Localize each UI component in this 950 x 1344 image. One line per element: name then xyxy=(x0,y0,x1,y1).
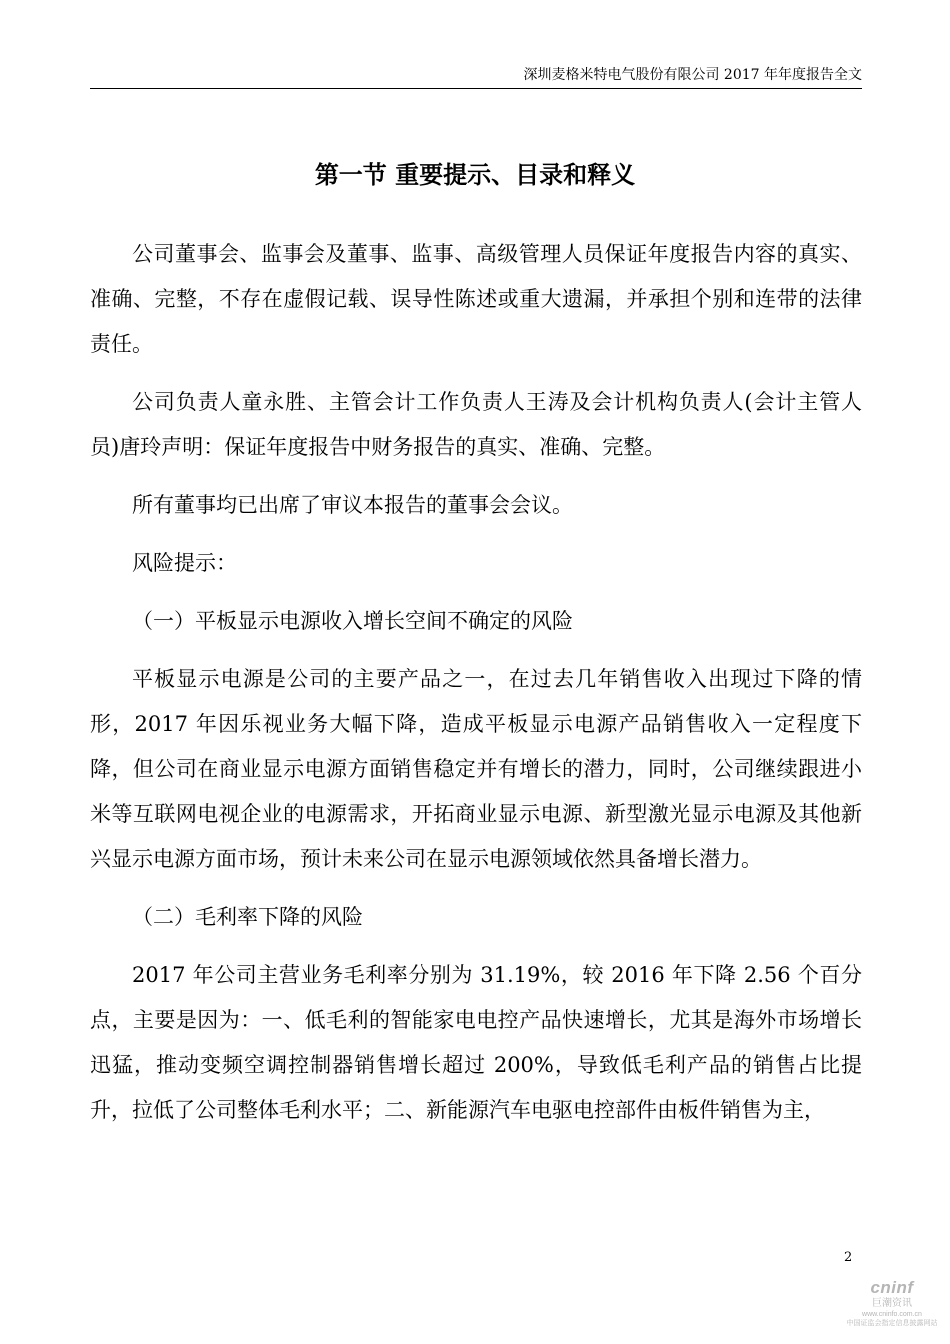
cninfo-url: www.cninfo.com.cn xyxy=(862,1311,922,1318)
cninfo-watermark xyxy=(842,1278,942,1328)
body-text xyxy=(90,232,862,1146)
cninfo-org: 中国证监会指定信息披露网站 xyxy=(846,1320,938,1327)
cninfo-logo: cninf xyxy=(870,1278,914,1297)
paragraph-risk-1-heading: （一）平板显示电源收入增长空间不确定的风险 xyxy=(132,609,573,633)
paragraph-risk-heading: 风险提示： xyxy=(132,551,237,575)
page-number: 2 xyxy=(844,1250,853,1265)
paragraph-risk-2-body: 2017 年公司主营业务毛利率分别为 31.19%，较 2016 年下降 2.56 个百分点，主要是因为：一、低毛利的智能家电电控产品快速增长，尤其是海外市场增长迅猛，推动变频空调控制器销售增长超过 200%，导致低毛利产品的销售占比提升，拉低了公司整体毛利水平；二、新能源汽车电驱电控部件由板件销售为主， xyxy=(90,963,862,1122)
paragraph-declaration: 公司负责人童永胜、主管会计工作负责人王涛及会计机构负责人(会计主管人员)唐玲声明：保证年度报告中财务报告的真实、准确、完整。 xyxy=(90,390,862,459)
header-text: 深圳麦格米特电气股份有限公司 2017 年年度报告全文 xyxy=(523,67,862,83)
page-header xyxy=(90,64,862,89)
paragraph-risk-1-body: 平板显示电源是公司的主要产品之一，在过去几年销售收入出现过下降的情形，2017 年因乐视业务大幅下降，造成平板显示电源产品销售收入一定程度下降，但公司在商业显示电源方面销售稳定并有增长的潜力，同时，公司继续跟进小米等互联网电视企业的电源需求，开拓商业显示电源、新型激光显示电源及其他新兴显示电源方面市场，预计未来公司在显示电源领域依然具备增长潜力。 xyxy=(90,667,862,871)
paragraph-attendance: 所有董事均已出席了审议本报告的董事会会议。 xyxy=(132,493,573,517)
cninfo-name: 巨潮资讯 xyxy=(872,1298,912,1309)
paragraph-responsibility: 公司董事会、监事会及董事、监事、高级管理人员保证年度报告内容的真实、准确、完整，不存在虚假记载、误导性陈述或重大遗漏，并承担个别和连带的法律责任。 xyxy=(90,242,862,356)
section-title: 第一节 重要提示、目录和释义 xyxy=(314,160,636,189)
paragraph-risk-2-heading: （二）毛利率下降的风险 xyxy=(132,905,363,929)
